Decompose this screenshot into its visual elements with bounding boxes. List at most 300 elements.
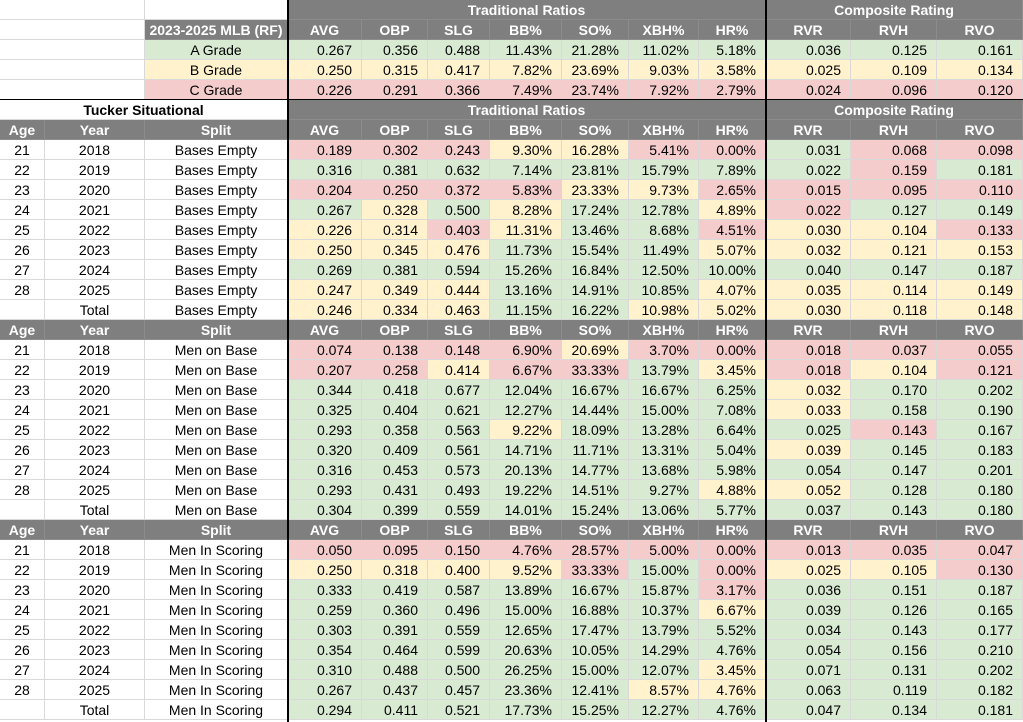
stat-cell: 17.24% bbox=[562, 200, 629, 220]
stat-cell: 0.098 bbox=[937, 140, 1023, 160]
stat-cell: 5.04% bbox=[699, 440, 766, 460]
stat-cell: 10.98% bbox=[629, 300, 699, 320]
stat-cell: 0.204 bbox=[288, 180, 362, 200]
stat-cell: 0.039 bbox=[766, 600, 851, 620]
group-header-row bbox=[0, 0, 1023, 20]
stat-cell: 0.148 bbox=[937, 300, 1023, 320]
split-cell: Men In Scoring bbox=[145, 620, 288, 640]
year-cell: 2022 bbox=[45, 420, 145, 440]
stat-cell: 0.024 bbox=[766, 80, 851, 100]
split-cell: Men In Scoring bbox=[145, 640, 288, 660]
table-row bbox=[0, 460, 1023, 480]
stat-cell: 23.81% bbox=[562, 160, 629, 180]
table-row bbox=[0, 260, 1023, 280]
stat-cell: 0.035 bbox=[766, 280, 851, 300]
stat-cell: 0.095 bbox=[851, 180, 937, 200]
stat-cell: 0.181 bbox=[937, 160, 1023, 180]
stat-cell: 0.444 bbox=[428, 280, 490, 300]
year-cell: 2019 bbox=[45, 160, 145, 180]
stat-cell: 14.71% bbox=[490, 440, 562, 460]
col-header-split: Split bbox=[145, 120, 288, 140]
stat-cell: 0.345 bbox=[362, 240, 428, 260]
year-cell: 2020 bbox=[45, 180, 145, 200]
stat-cell: 9.03% bbox=[629, 60, 699, 80]
age-cell: 24 bbox=[0, 400, 45, 420]
age-cell bbox=[0, 500, 45, 520]
stat-cell: 5.52% bbox=[699, 620, 766, 640]
stat-cell: 0.032 bbox=[766, 240, 851, 260]
stat-cell: 23.74% bbox=[562, 80, 629, 100]
stat-cell: 8.68% bbox=[629, 220, 699, 240]
stat-cell: 0.109 bbox=[851, 60, 937, 80]
stat-cell: 0.226 bbox=[288, 220, 362, 240]
stat-cell: 11.71% bbox=[562, 440, 629, 460]
split-cell: Bases Empty bbox=[145, 260, 288, 280]
age-cell: 24 bbox=[0, 200, 45, 220]
col-header-avg: AVG bbox=[288, 320, 362, 340]
year-cell: 2019 bbox=[45, 360, 145, 380]
blank-cell bbox=[145, 0, 288, 20]
table-row bbox=[0, 140, 1023, 160]
col-header-rvo: RVO bbox=[937, 520, 1023, 540]
age-cell: 21 bbox=[0, 340, 45, 360]
stat-cell: 0.187 bbox=[937, 580, 1023, 600]
age-cell: 27 bbox=[0, 460, 45, 480]
stat-cell: 0.310 bbox=[288, 660, 362, 680]
stat-cell: 0.00% bbox=[699, 560, 766, 580]
col-header-obp: OBP bbox=[362, 20, 428, 40]
stat-cell: 0.247 bbox=[288, 280, 362, 300]
year-cell: 2025 bbox=[45, 680, 145, 700]
stat-cell: 0.559 bbox=[428, 500, 490, 520]
stat-cell: 0.183 bbox=[937, 440, 1023, 460]
stat-cell: 0.243 bbox=[428, 140, 490, 160]
year-cell: 2023 bbox=[45, 240, 145, 260]
stat-cell: 0.356 bbox=[362, 40, 428, 60]
stat-cell: 0.250 bbox=[288, 560, 362, 580]
stat-cell: 0.00% bbox=[699, 540, 766, 560]
table-row bbox=[0, 160, 1023, 180]
stat-cell: 20.13% bbox=[490, 460, 562, 480]
split-cell: Men on Base bbox=[145, 440, 288, 460]
stat-cell: 0.00% bbox=[699, 140, 766, 160]
table-title: Tucker Situational bbox=[0, 100, 288, 120]
grade-label: A Grade bbox=[145, 40, 288, 60]
stat-cell: 5.98% bbox=[699, 460, 766, 480]
stat-cell: 3.58% bbox=[699, 60, 766, 80]
stat-cell: 0.409 bbox=[362, 440, 428, 460]
stat-cell: 0.250 bbox=[288, 240, 362, 260]
column-divider bbox=[765, 0, 767, 722]
col-header-year: Year bbox=[45, 320, 145, 340]
stat-cell: 20.69% bbox=[562, 340, 629, 360]
stat-cell: 23.36% bbox=[490, 680, 562, 700]
stat-cell: 0.334 bbox=[362, 300, 428, 320]
stat-cell: 0.114 bbox=[851, 280, 937, 300]
stat-cell: 15.26% bbox=[490, 260, 562, 280]
col-header-avg: AVG bbox=[288, 20, 362, 40]
col-header-rvr: RVR bbox=[766, 520, 851, 540]
stat-cell: 0.159 bbox=[851, 160, 937, 180]
year-cell: 2020 bbox=[45, 380, 145, 400]
stat-cell: 15.00% bbox=[562, 660, 629, 680]
stat-cell: 0.180 bbox=[937, 500, 1023, 520]
stat-cell: 7.08% bbox=[699, 400, 766, 420]
stat-cell: 8.57% bbox=[629, 680, 699, 700]
stat-cell: 0.037 bbox=[851, 340, 937, 360]
year-cell: 2021 bbox=[45, 200, 145, 220]
split-cell: Men In Scoring bbox=[145, 580, 288, 600]
stat-cell: 0.488 bbox=[362, 660, 428, 680]
blank-cell bbox=[0, 0, 145, 20]
stat-cell: 20.63% bbox=[490, 640, 562, 660]
col-header-hr-pct: HR% bbox=[699, 120, 766, 140]
stat-cell: 0.151 bbox=[851, 580, 937, 600]
stat-cell: 0.110 bbox=[937, 180, 1023, 200]
stat-cell: 10.37% bbox=[629, 600, 699, 620]
stat-cell: 0.138 bbox=[362, 340, 428, 360]
stat-cell: 0.259 bbox=[288, 600, 362, 620]
year-cell: 2025 bbox=[45, 280, 145, 300]
stat-cell: 0.119 bbox=[851, 680, 937, 700]
stat-cell: 6.67% bbox=[490, 360, 562, 380]
stat-cell: 5.41% bbox=[629, 140, 699, 160]
stat-cell: 0.677 bbox=[428, 380, 490, 400]
stat-cell: 5.07% bbox=[699, 240, 766, 260]
stat-cell: 21.28% bbox=[562, 40, 629, 60]
stat-cell: 4.76% bbox=[490, 540, 562, 560]
stat-cell: 0.143 bbox=[851, 500, 937, 520]
stat-cell: 0.349 bbox=[362, 280, 428, 300]
split-cell: Men In Scoring bbox=[145, 680, 288, 700]
col-header-rvo: RVO bbox=[937, 320, 1023, 340]
stat-cell: 12.04% bbox=[490, 380, 562, 400]
split-cell: Men on Base bbox=[145, 460, 288, 480]
stat-cell: 26.25% bbox=[490, 660, 562, 680]
stat-cell: 13.68% bbox=[629, 460, 699, 480]
stat-cell: 0.316 bbox=[288, 160, 362, 180]
age-cell: 25 bbox=[0, 220, 45, 240]
stat-cell: 0.488 bbox=[428, 40, 490, 60]
age-cell: 22 bbox=[0, 160, 45, 180]
benchmark-title: 2023-2025 MLB (RF) bbox=[145, 20, 288, 40]
blank-cell bbox=[0, 60, 145, 80]
stat-cell: 0.344 bbox=[288, 380, 362, 400]
stat-cell: 2.65% bbox=[699, 180, 766, 200]
stat-cell: 0.177 bbox=[937, 620, 1023, 640]
col-header-xbh-pct: XBH% bbox=[629, 120, 699, 140]
stat-cell: 0.105 bbox=[851, 560, 937, 580]
stat-cell: 16.67% bbox=[562, 580, 629, 600]
stat-cell: 0.153 bbox=[937, 240, 1023, 260]
stat-cell: 0.391 bbox=[362, 620, 428, 640]
stat-cell: 15.87% bbox=[629, 580, 699, 600]
stat-cell: 15.25% bbox=[562, 700, 629, 720]
stat-cell: 0.025 bbox=[766, 60, 851, 80]
stat-cell: 0.050 bbox=[288, 540, 362, 560]
stat-cell: 0.125 bbox=[851, 40, 937, 60]
stat-cell: 2.79% bbox=[699, 80, 766, 100]
year-cell: 2019 bbox=[45, 560, 145, 580]
stat-cell: 0.030 bbox=[766, 300, 851, 320]
table-row bbox=[0, 200, 1023, 220]
stat-cell: 15.00% bbox=[490, 600, 562, 620]
benchmark-row bbox=[0, 80, 1023, 100]
stat-cell: 0.126 bbox=[851, 600, 937, 620]
stat-cell: 10.85% bbox=[629, 280, 699, 300]
stat-cell: 0.145 bbox=[851, 440, 937, 460]
col-header-age: Age bbox=[0, 320, 45, 340]
col-header-bb-pct: BB% bbox=[490, 320, 562, 340]
table-row bbox=[0, 700, 1023, 720]
age-cell: 25 bbox=[0, 620, 45, 640]
stat-cell: 14.29% bbox=[629, 640, 699, 660]
split-cell: Men In Scoring bbox=[145, 700, 288, 720]
col-header-bb-pct: BB% bbox=[490, 20, 562, 40]
group-composite-rating: Composite Rating bbox=[766, 0, 1023, 20]
age-cell: 28 bbox=[0, 280, 45, 300]
stat-cell: 0.269 bbox=[288, 260, 362, 280]
stat-cell: 0.121 bbox=[937, 360, 1023, 380]
col-header-rvr: RVR bbox=[766, 320, 851, 340]
table-row bbox=[0, 440, 1023, 460]
year-cell: Total bbox=[45, 700, 145, 720]
stat-cell: 11.73% bbox=[490, 240, 562, 260]
stat-cell: 0.403 bbox=[428, 220, 490, 240]
stat-cell: 0.318 bbox=[362, 560, 428, 580]
col-header-so-pct: SO% bbox=[562, 120, 629, 140]
year-cell: 2024 bbox=[45, 660, 145, 680]
stat-cell: 0.328 bbox=[362, 200, 428, 220]
stat-cell: 12.50% bbox=[629, 260, 699, 280]
stat-cell: 0.095 bbox=[362, 540, 428, 560]
year-cell: 2024 bbox=[45, 260, 145, 280]
stat-cell: 0.054 bbox=[766, 640, 851, 660]
stat-cell: 0.015 bbox=[766, 180, 851, 200]
stat-cell: 0.189 bbox=[288, 140, 362, 160]
column-divider bbox=[287, 0, 289, 722]
stat-cell: 0.293 bbox=[288, 480, 362, 500]
stat-cell: 28.57% bbox=[562, 540, 629, 560]
stat-cell: 9.30% bbox=[490, 140, 562, 160]
stat-cell: 16.84% bbox=[562, 260, 629, 280]
stat-cell: 9.22% bbox=[490, 420, 562, 440]
stat-cell: 4.88% bbox=[699, 480, 766, 500]
col-header-hr-pct: HR% bbox=[699, 520, 766, 540]
group-traditional-ratios: Traditional Ratios bbox=[288, 100, 766, 120]
stat-cell: 0.417 bbox=[428, 60, 490, 80]
age-cell: 25 bbox=[0, 420, 45, 440]
table-row bbox=[0, 280, 1023, 300]
table-row bbox=[0, 360, 1023, 380]
split-cell: Men In Scoring bbox=[145, 600, 288, 620]
stat-cell: 13.89% bbox=[490, 580, 562, 600]
stat-cell: 0.325 bbox=[288, 400, 362, 420]
stat-cell: 11.02% bbox=[629, 40, 699, 60]
stat-cell: 0.040 bbox=[766, 260, 851, 280]
col-header-age: Age bbox=[0, 520, 45, 540]
stat-cell: 0.156 bbox=[851, 640, 937, 660]
age-cell: 21 bbox=[0, 540, 45, 560]
stat-cell: 0.463 bbox=[428, 300, 490, 320]
year-cell: 2025 bbox=[45, 480, 145, 500]
col-header-slg: SLG bbox=[428, 520, 490, 540]
stat-cell: 0.033 bbox=[766, 400, 851, 420]
stat-cell: 0.207 bbox=[288, 360, 362, 380]
stat-cell: 0.118 bbox=[851, 300, 937, 320]
stat-cell: 0.128 bbox=[851, 480, 937, 500]
table-row bbox=[0, 500, 1023, 520]
stat-cell: 0.149 bbox=[937, 200, 1023, 220]
table-row bbox=[0, 580, 1023, 600]
column-header-row bbox=[0, 520, 1023, 540]
col-header-rvo: RVO bbox=[937, 120, 1023, 140]
table-row bbox=[0, 600, 1023, 620]
stat-cell: 0.143 bbox=[851, 620, 937, 640]
stat-cell: 0.303 bbox=[288, 620, 362, 640]
stat-cell: 10.00% bbox=[699, 260, 766, 280]
col-header-rvh: RVH bbox=[851, 120, 937, 140]
col-header-hr-pct: HR% bbox=[699, 320, 766, 340]
age-cell: 26 bbox=[0, 640, 45, 660]
stat-cell: 0.030 bbox=[766, 220, 851, 240]
stat-cell: 4.76% bbox=[699, 700, 766, 720]
age-cell: 21 bbox=[0, 140, 45, 160]
age-cell: 26 bbox=[0, 240, 45, 260]
stat-cell: 8.28% bbox=[490, 200, 562, 220]
age-cell: 23 bbox=[0, 580, 45, 600]
year-cell: 2018 bbox=[45, 340, 145, 360]
stat-cell: 0.418 bbox=[362, 380, 428, 400]
split-cell: Bases Empty bbox=[145, 280, 288, 300]
stat-cell: 12.41% bbox=[562, 680, 629, 700]
stat-cell: 10.05% bbox=[562, 640, 629, 660]
age-cell: 27 bbox=[0, 260, 45, 280]
stat-cell: 15.00% bbox=[629, 400, 699, 420]
col-header-so-pct: SO% bbox=[562, 20, 629, 40]
stat-cell: 0.500 bbox=[428, 200, 490, 220]
table-row bbox=[0, 640, 1023, 660]
year-cell: Total bbox=[45, 500, 145, 520]
stat-cell: 0.267 bbox=[288, 200, 362, 220]
split-cell: Men on Base bbox=[145, 500, 288, 520]
table-row bbox=[0, 680, 1023, 700]
stat-cell: 6.90% bbox=[490, 340, 562, 360]
col-header-rvh: RVH bbox=[851, 20, 937, 40]
stat-cell: 0.165 bbox=[937, 600, 1023, 620]
stat-cell: 0.500 bbox=[428, 660, 490, 680]
col-header-rvr: RVR bbox=[766, 20, 851, 40]
stat-cell: 0.258 bbox=[362, 360, 428, 380]
stat-cell: 0.143 bbox=[851, 420, 937, 440]
stat-cell: 16.67% bbox=[629, 380, 699, 400]
stat-cell: 13.46% bbox=[562, 220, 629, 240]
stat-cell: 0.202 bbox=[937, 380, 1023, 400]
table-row bbox=[0, 620, 1023, 640]
benchmark-row bbox=[0, 60, 1023, 80]
stat-cell: 3.45% bbox=[699, 660, 766, 680]
age-cell bbox=[0, 300, 45, 320]
stat-cell: 0.267 bbox=[288, 680, 362, 700]
age-cell bbox=[0, 700, 45, 720]
split-cell: Men In Scoring bbox=[145, 560, 288, 580]
stat-cell: 0.453 bbox=[362, 460, 428, 480]
year-cell: 2022 bbox=[45, 620, 145, 640]
col-header-slg: SLG bbox=[428, 120, 490, 140]
stat-cell: 9.73% bbox=[629, 180, 699, 200]
stat-cell: 0.022 bbox=[766, 200, 851, 220]
stat-cell: 0.120 bbox=[937, 80, 1023, 100]
stat-cell: 11.31% bbox=[490, 220, 562, 240]
stat-cell: 17.47% bbox=[562, 620, 629, 640]
grade-label: C Grade bbox=[145, 80, 288, 100]
col-header-so-pct: SO% bbox=[562, 520, 629, 540]
stat-cell: 15.79% bbox=[629, 160, 699, 180]
stat-cell: 0.399 bbox=[362, 500, 428, 520]
col-header-year: Year bbox=[45, 120, 145, 140]
stat-cell: 0.167 bbox=[937, 420, 1023, 440]
col-header-xbh-pct: XBH% bbox=[629, 520, 699, 540]
stat-cell: 0.158 bbox=[851, 400, 937, 420]
table-row bbox=[0, 340, 1023, 360]
stat-cell: 13.06% bbox=[629, 500, 699, 520]
stat-cell: 0.267 bbox=[288, 40, 362, 60]
stat-cell: 11.43% bbox=[490, 40, 562, 60]
stat-cell: 0.431 bbox=[362, 480, 428, 500]
stat-cell: 0.333 bbox=[288, 580, 362, 600]
stat-cell: 0.226 bbox=[288, 80, 362, 100]
col-header-xbh-pct: XBH% bbox=[629, 20, 699, 40]
group-composite-rating: Composite Rating bbox=[766, 100, 1023, 120]
year-cell: 2021 bbox=[45, 400, 145, 420]
stat-cell: 9.52% bbox=[490, 560, 562, 580]
stat-cell: 14.51% bbox=[562, 480, 629, 500]
year-cell: 2024 bbox=[45, 460, 145, 480]
stat-cell: 0.457 bbox=[428, 680, 490, 700]
split-cell: Bases Empty bbox=[145, 160, 288, 180]
age-cell: 22 bbox=[0, 360, 45, 380]
stat-cell: 0.250 bbox=[288, 60, 362, 80]
stat-cell: 0.202 bbox=[937, 660, 1023, 680]
stat-cell: 0.147 bbox=[851, 460, 937, 480]
stat-cell: 4.89% bbox=[699, 200, 766, 220]
stat-cell: 0.599 bbox=[428, 640, 490, 660]
stat-cell: 0.150 bbox=[428, 540, 490, 560]
stat-cell: 14.44% bbox=[562, 400, 629, 420]
split-cell: Men In Scoring bbox=[145, 540, 288, 560]
split-cell: Bases Empty bbox=[145, 200, 288, 220]
col-header-age: Age bbox=[0, 120, 45, 140]
stat-cell: 0.294 bbox=[288, 700, 362, 720]
stat-cell: 33.33% bbox=[562, 360, 629, 380]
stat-cell: 0.464 bbox=[362, 640, 428, 660]
stat-cell: 0.130 bbox=[937, 560, 1023, 580]
column-header-row bbox=[0, 120, 1023, 140]
col-header-obp: OBP bbox=[362, 120, 428, 140]
stat-cell: 0.291 bbox=[362, 80, 428, 100]
stat-cell: 0.404 bbox=[362, 400, 428, 420]
table-row bbox=[0, 380, 1023, 400]
stat-cell: 4.07% bbox=[699, 280, 766, 300]
col-header-bb-pct: BB% bbox=[490, 120, 562, 140]
stat-cell: 0.161 bbox=[937, 40, 1023, 60]
stat-cell: 0.074 bbox=[288, 340, 362, 360]
stat-cell: 4.76% bbox=[699, 680, 766, 700]
split-cell: Men In Scoring bbox=[145, 660, 288, 680]
age-cell: 22 bbox=[0, 560, 45, 580]
stat-cell: 7.82% bbox=[490, 60, 562, 80]
stat-cell: 3.17% bbox=[699, 580, 766, 600]
